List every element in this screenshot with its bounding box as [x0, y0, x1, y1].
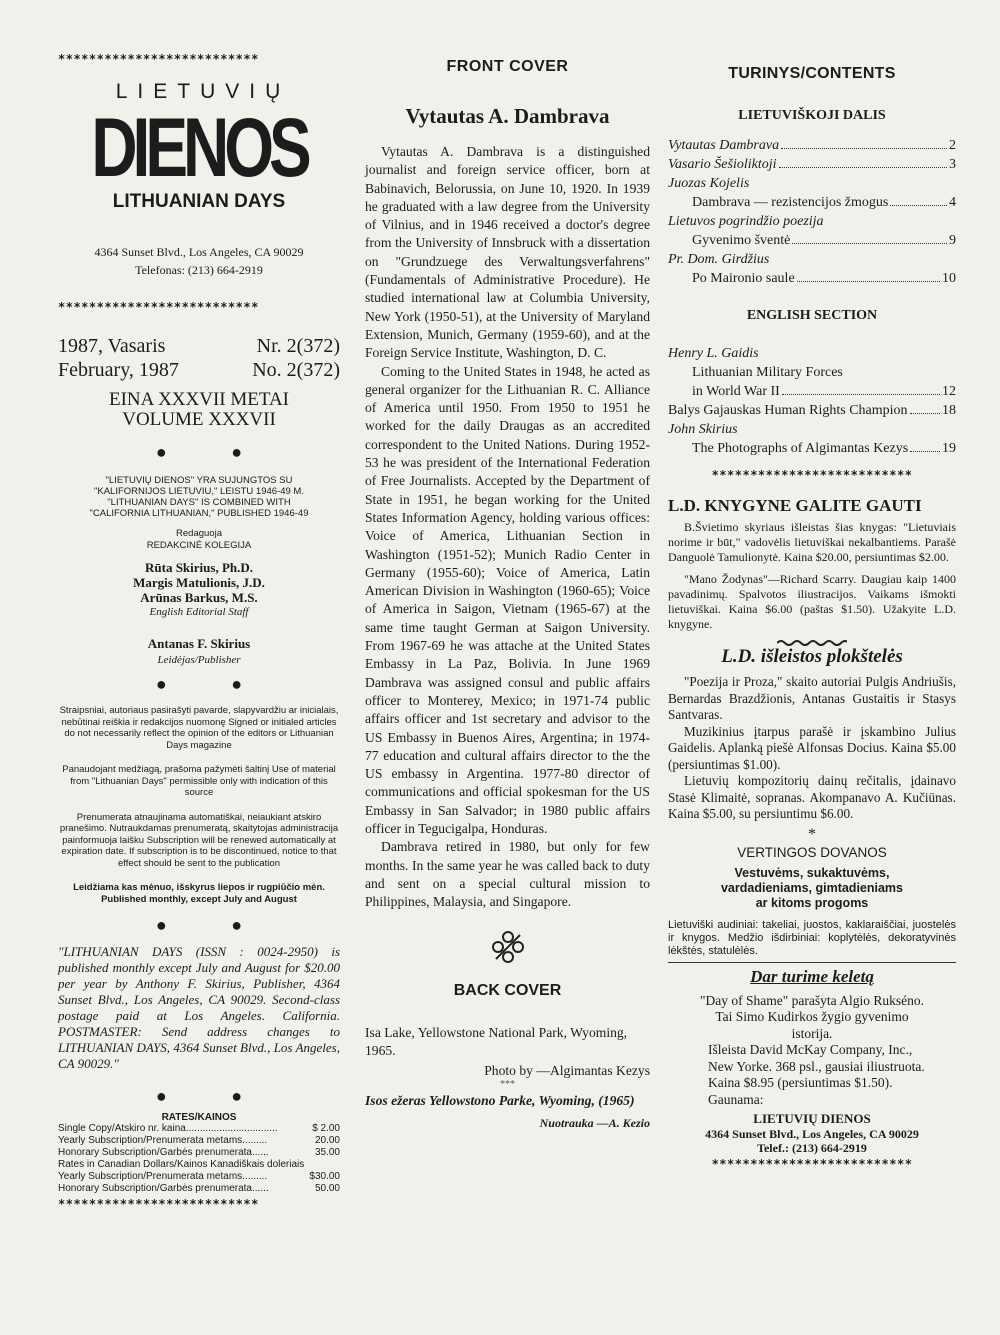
back-cover-credit: Photo by —Algimantas Kezys	[484, 1063, 650, 1079]
front-cover-header: FRONT COVER	[446, 58, 569, 75]
lt-contents-list	[668, 136, 956, 288]
issue-nr-en: No. 2(372)	[252, 359, 340, 381]
org-name: LIETUVIŲ DIENOS	[753, 1111, 871, 1127]
article-paragraph: Coming to the United States in 1948, he acted as general organizer for the Lithuanian R. C. Alliance of America until 1950. From 1950 to 1951 he worked for the daily Draugas as an accredited correspondent to the United Nations. During 1952-53 he was president of the International Federation of Free Journalists. Accepted by the Department of State in 1951, he began working for the United States Information Agency, holding various offices: Voice of America, Lithuanian Section in Washington (1951-52); Munich Radio Center in Germany (1955-60); Voice of America, Latin American Division in Washington (1960-65); Voice of America in Saigon, Vietnam (1965-67) at the same time taught German at Saigon University. From 1967-69 he was attache at the United States Embassy in La Paz, Bolivia. In June 1969 Dambrava was assigned consul and public affairs officer to Monterey, Mexico; in 1971-74 public affairs officer and 1st secretary and advisor to the US Embassy in Buenos Aires, Argentina; in 1974-77 education and cultural affairs director to the the US embassy in Argentina. 1977-80 director of communications and official spokesman for the US Embassy in San Salvador; in 1980 public affairs officer in Tegucigalpa, Honduras.	[365, 363, 650, 836]
toc-entry-title[interactable]: Lithuanian Military Forces	[692, 365, 843, 380]
toc-entry[interactable]: Dambrava — rezistencijos žmogus 4	[692, 195, 956, 210]
editorial-label-1: Redaguoja	[176, 528, 222, 539]
records-text: "Poezija ir Proza," skaito autoriai Pulgis Andriušis, Bernardas Brazdžionis, Antanas Gustaitis ir Stasys Santvaras.	[668, 674, 956, 723]
toc-author: Henry L. Gaidis	[668, 346, 759, 361]
masthead-column	[58, 0, 340, 1211]
article-paragraph: Dambrava retired in 1980, but only for few months. In the same year he was called back to duty and sent on a special cultural mission to Philippines, Malaysia, and Singapore.	[365, 839, 650, 910]
rate-row: Rates in Canadian Dollars/Kainos Kanadiškais doleriais	[58, 1159, 305, 1170]
merge-note-line: "LITHUANIAN DAYS" IS COMBINED WITH	[107, 497, 291, 508]
toc-author: Juozas Kojelis	[668, 176, 750, 191]
publisher-label: Leidėjas/Publisher	[157, 654, 241, 666]
editorial-label-2: REDAKCINĖ KOLEGIJA	[146, 540, 252, 551]
more-text: "Day of Shame" parašyta Algio Rukséno. Tai Simo Kudirkos žygio gyvenimo istorija.	[700, 992, 924, 1041]
notices	[58, 705, 340, 869]
toc-author: John Skirius	[668, 422, 738, 437]
editor-name: Arūnas Barkus, M.S.	[140, 590, 258, 605]
toc-author: Pr. Dom. Girdžius	[668, 252, 770, 267]
wave-divider	[668, 634, 956, 642]
issn-statement: "LITHUANIAN DAYS (ISSN : 0024-2950) is published monthly except July and August for $20.00 per year by Anthony F. Skirius, Publisher, 4364 Sunset Blvd., Los Angeles, CA 90029. Second-class postage paid at Los Angeles. California. POSTMASTER: Send address changes to LITHUANIAN DAYS, 4364 Sunset Blvd., Los Angeles, CA 90029."	[58, 944, 340, 1071]
issue-info	[58, 334, 340, 382]
asterisk-icon: *	[808, 825, 816, 843]
toc-entry[interactable]: The Photographs of Algimantas Kezys 19	[692, 441, 956, 456]
brand-logo: DIENOS	[91, 100, 307, 195]
frequency-en: Published monthly, except July and August	[101, 893, 297, 905]
gifts-occasions: Vestuvėms, sukaktuvėms, vardadieniams, gimtadieniams ar kitoms progoms	[720, 865, 903, 910]
lt-section-header: LIETUVIŠKOJI DALIS	[738, 108, 886, 123]
star-divider: **************************	[58, 300, 259, 314]
notice: Panaudojant medžiagą, prašoma pažymėti šaltinį Use of material from "Lithuanian Days" permissible only with indication of this source	[62, 764, 336, 798]
contents-header: TURINYS/CONTENTS	[728, 65, 896, 82]
back-cover-header: BACK COVER	[453, 982, 562, 1000]
gifts-header: VERTINGOS DOVANOS	[737, 844, 887, 860]
toc-entry[interactable]: Gyvenimo šventė 9	[692, 233, 956, 248]
rates-table	[58, 1123, 340, 1195]
en-contents-list	[668, 344, 956, 458]
toc-entry[interactable]: in World War II 12	[692, 384, 956, 399]
star-divider: **************************	[58, 1197, 259, 1211]
bookstore-text: B.Švietimo skyriaus išleistas šias knygas: "Lietuviais norime ir būt," vadovėlis lietuviškai nekalbantiems. Parašė Danguolė Tamulionytė. Kaina $20.00, persiuntimas $2.00.	[668, 520, 956, 565]
editors-list	[58, 560, 340, 605]
records-text: Muzikinius įtarpus parašė ir įskambino Julius Gaidelis. Aplanką piešė Alfonsas Docius. Kaina $5.00 (persiuntimas $1.00).	[668, 723, 956, 772]
star-divider: **************************	[711, 1157, 913, 1172]
bookstore-header: L.D. KNYGYNE GALITE GAUTI	[668, 496, 922, 515]
bullet-divider: ● ●	[155, 674, 273, 694]
editorial-label	[58, 528, 340, 552]
address: 4364 Sunset Blvd., Los Angeles, CA 90029	[94, 245, 304, 259]
issue-nr-lt: Nr. 2(372)	[256, 335, 340, 357]
staff-label: English Editorial Staff	[149, 606, 249, 618]
editor-name: Margis Matulionis, J.D.	[133, 575, 265, 590]
toc-entry[interactable]: Vytautas Dambrava 2	[668, 138, 956, 153]
article-body	[365, 143, 650, 911]
article-paragraph: Vytautas A. Dambrava is a distinguished journalist and foreign service officer, born at Babinavich, Belorussia, on June 10, 1920. In 1939 he graduated with a law degree from the University of Vilnius, and in 1946 received a doctor's degree from the University of Innsbruck with a dissertation on "Grundzuege des Verwaltungsverfahrens" (Fundamentals of Administrative Procedure). He studied international law at Columbia University, New York (1950-51), at the University of Maryland Extension, Munich, Germany (1959-60), and at the Foreign Service Institute, Washington, D. C.	[365, 144, 650, 361]
cover-story-column	[365, 0, 650, 1131]
publisher-name: Antanas F. Skirius	[147, 636, 251, 651]
toc-entry[interactable]: Po Maironio saule 10	[692, 271, 956, 286]
brand-subtitle: LITHUANIAN DAYS	[112, 191, 286, 212]
org-address: 4364 Sunset Blvd., Los Angeles, CA 90029	[705, 1127, 919, 1142]
bullet-divider: ● ●	[155, 442, 273, 462]
records-header: L.D. išleistos plokštelės	[721, 646, 903, 668]
bookstore-text: "Mano Žodynas"—Richard Scarry. Daugiau kaip 1400 pavadinimų. Spalvotos iliustracijos. Vaikams išmokti lietuviškai. Kaina $6.00 (paštas $1.50). Užakyite L.D. knygyne.	[668, 571, 956, 632]
toc-entry[interactable]: Balys Gajauskas Human Rights Champion 18	[668, 403, 956, 418]
bullet-divider: ● ●	[155, 1086, 273, 1106]
en-section-header: ENGLISH SECTION	[746, 308, 878, 323]
frequency	[58, 882, 340, 905]
rate-row: Yearly Subscription/Prenumerata metams......... $30.00	[58, 1171, 340, 1182]
merge-note	[58, 475, 340, 519]
gifts-text: Lietuviški audiniai: takeliai, juostos, kaklaraiščiai, juostelės ir knygos. Medžio išdirbiniai: koplytėlės, dekoratyvinės lėkštės, statulėlės.	[668, 918, 956, 957]
issue-date-en: February, 1987	[58, 359, 179, 381]
records-text: Lietuvių kompozitorių dainų rečitalis, įdainavo Stasė Klimaitė, sopranas. Akompanavo A. Kučiūnas. Kaina $5.00, su persiuntimu $6.00.	[668, 773, 956, 822]
back-cover-caption-lt: Isos ežeras Yellowstono Parke, Wyoming, (1965)	[365, 1093, 635, 1109]
rate-row: Honorary Subscription/Garbės prenumerata...... 35.00	[58, 1147, 340, 1158]
star-divider: **************************	[711, 468, 913, 482]
article-title: Vytautas A. Dambrava	[405, 104, 610, 128]
editor-name: Rūta Skirius, Ph.D.	[145, 560, 253, 575]
more-header: Dar turime keletą	[750, 966, 874, 986]
ornament-icon	[365, 929, 650, 970]
toc-author: Lietuvos pogrindžio poezija	[668, 214, 824, 229]
back-cover-caption: Isa Lake, Yellowstone National Park, Wyoming, 1965.	[365, 1025, 628, 1059]
merge-note-line: "KALIFORNIJOS LIETUVIU," LEISTU 1946-49 M.	[93, 486, 304, 497]
notice: Prenumerata atnaujinama automatiškai, neiaukiant atskiro pranešimo. Nutraukdamas prenumeratą, skaitytojas administracija painformuoja laišku Subscription will be renewed automatically at expiration date. If subscription is to be discontinued, notice to that effect should be sent to the publication	[59, 811, 339, 869]
rates-title: RATES/KAINOS	[161, 1112, 237, 1123]
contents-column	[668, 0, 956, 1171]
bullet-divider: ● ●	[155, 915, 273, 935]
rate-row: Yearly Subscription/Prenumerata metams......... 20.00	[58, 1135, 340, 1146]
merge-note-line: "LIETUVIŲ DIENOS" YRA SUJUNGTOS SU	[105, 475, 293, 486]
issue-date-lt: 1987, Vasaris	[58, 335, 166, 357]
star-divider: **************************	[58, 52, 259, 66]
year-lt: EINA XXXVII METAI	[109, 389, 289, 410]
volume-info	[58, 390, 340, 430]
phone: Telefonas: (213) 664-2919	[135, 263, 263, 277]
back-cover-credit-lt: Nuotrauka —A. Kezio	[539, 1116, 650, 1131]
merge-note-line: "CALIFORNIA LITHUANIAN," PUBLISHED 1946-49	[89, 508, 309, 519]
volume-en: VOLUME XXXVII	[122, 409, 276, 430]
rate-row: Honorary Subscription/Garbės prenumerata...... 50.00	[58, 1183, 340, 1194]
brand-top: LIETUVIŲ	[115, 80, 291, 103]
more-text: Išleista David McKay Company, Inc., New Yorke. 368 psl., gausiai iliustruota. Kaina $8.95 (persiuntimas $1.50). Gaunama:	[708, 1042, 925, 1107]
frequency-lt: Leidžiama kas mėnuo, išskyrus liepos ir rugpiūčio mėn.	[73, 882, 325, 893]
notice: Straipsniai, autoriaus pasirašyti pavarde, slapyvardžiu ar inicialais, nebūtinai reiškia ir redakcijos nuomonę Signed or initialed articles do not necessarily reflect the opinion of the editors or Lithuanian Days magazine	[59, 705, 339, 751]
separator: ***	[500, 1079, 515, 1091]
toc-entry[interactable]: Vasario Šešioliktoji 3	[668, 157, 956, 172]
rate-row: Single Copy/Atskiro nr. kaina................................. $ 2.00	[58, 1123, 340, 1134]
org-phone: Telef.: (213) 664-2919	[757, 1141, 867, 1156]
